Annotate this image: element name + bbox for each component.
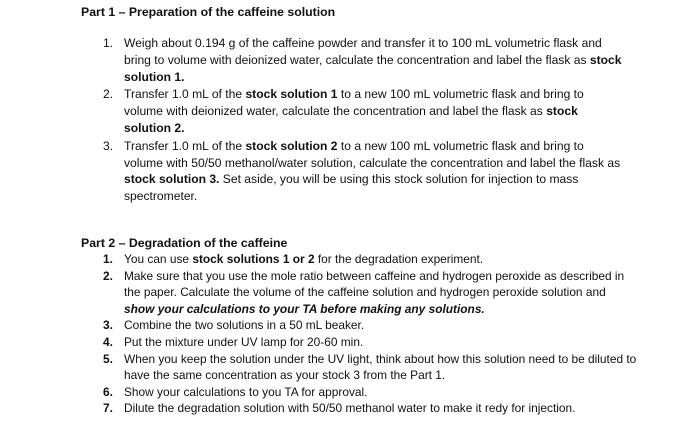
- step-emphasis-text: stock solution 1: [245, 87, 338, 102]
- step-number: 5.: [103, 351, 113, 366]
- part2-step-6: [103, 384, 638, 401]
- part2-step-4: [103, 334, 638, 351]
- step-text: to a new 100 mL volumetric flask and bring to volume with 50/50 methanol/water solution, calculate the concentration and label the flask as: [124, 138, 621, 170]
- step-emphasis-text: stock solution 1.: [124, 52, 622, 84]
- step-emphasis-text: stock solutions 1 or 2: [192, 252, 315, 266]
- part2-heading: Part 2 – Degradation of the caffeine: [81, 236, 288, 250]
- part2-step-3: [103, 317, 638, 334]
- step-emphasis-text: stock solution 2: [245, 138, 338, 153]
- part1-step-3: [103, 138, 623, 205]
- step-text: for the degradation experiment.: [314, 252, 484, 266]
- step-number: 6.: [103, 384, 113, 399]
- step-emphasis-text: stock solution 3.: [124, 172, 220, 187]
- part2-step-2: [103, 268, 638, 318]
- step-number: 3.: [103, 318, 113, 333]
- step-number: 3.: [103, 138, 114, 153]
- step-text: Show your calculations to you TA for approval.: [124, 384, 368, 399]
- part2-step-1: [103, 251, 638, 268]
- step-number: 2.: [103, 268, 113, 283]
- step-number: 1.: [103, 36, 114, 50]
- part1-step-1: [103, 35, 623, 85]
- step-number: 2.: [103, 87, 114, 102]
- step-text: to a new 100 mL volumetric flask and bring to volume with deionized water, calculate the concentration and label the flask as: [124, 87, 584, 119]
- step-emphasis-text: show your calculations to your TA before making any solutions.: [124, 301, 485, 316]
- part2-steps-list: [103, 251, 638, 417]
- step-text: Set aside, you will be using this stock solution for injection to mass spectrometer.: [124, 172, 579, 204]
- part1-step-2: [103, 86, 623, 136]
- step-emphasis-text: stock solution 2.: [124, 104, 578, 135]
- step-text: When you keep the solution under the UV light, think about how this solution need to be diluted to have the same concentration as your stock 3 from the Part 1.: [124, 351, 637, 383]
- part2-step-5: [103, 351, 638, 384]
- step-number: 7.: [103, 401, 113, 416]
- step-text: You can use: [124, 252, 193, 266]
- step-text: Transfer 1.0 mL of the: [124, 138, 246, 153]
- part2-step-7: [103, 400, 638, 417]
- part1-steps-list: [103, 35, 623, 206]
- part1-heading: Part 1 – Preparation of the caffeine solution: [81, 5, 336, 19]
- step-text: Put the mixture under UV lamp for 20-60 min.: [124, 334, 364, 349]
- step-text: Combine the two solutions in a 50 mL beaker.: [124, 318, 365, 333]
- step-text: Make sure that you use the mole ratio between caffeine and hydrogen peroxide as described in the paper. Calculate the volume of the caffeine solution and hydrogen peroxide solution and: [124, 268, 625, 300]
- step-text: Weigh about 0.194 g of the caffeine powder and transfer it to 100 mL volumetric flask and bring to volume with deionized water, calculate the concentration and label the flask as: [124, 36, 602, 67]
- step-text: Dilute the degradation solution with 50/50 methanol water to make it redy for injection.: [124, 401, 576, 416]
- step-number: 1.: [103, 252, 113, 266]
- step-text: Transfer 1.0 mL of the: [124, 87, 246, 102]
- step-number: 4.: [103, 334, 113, 349]
